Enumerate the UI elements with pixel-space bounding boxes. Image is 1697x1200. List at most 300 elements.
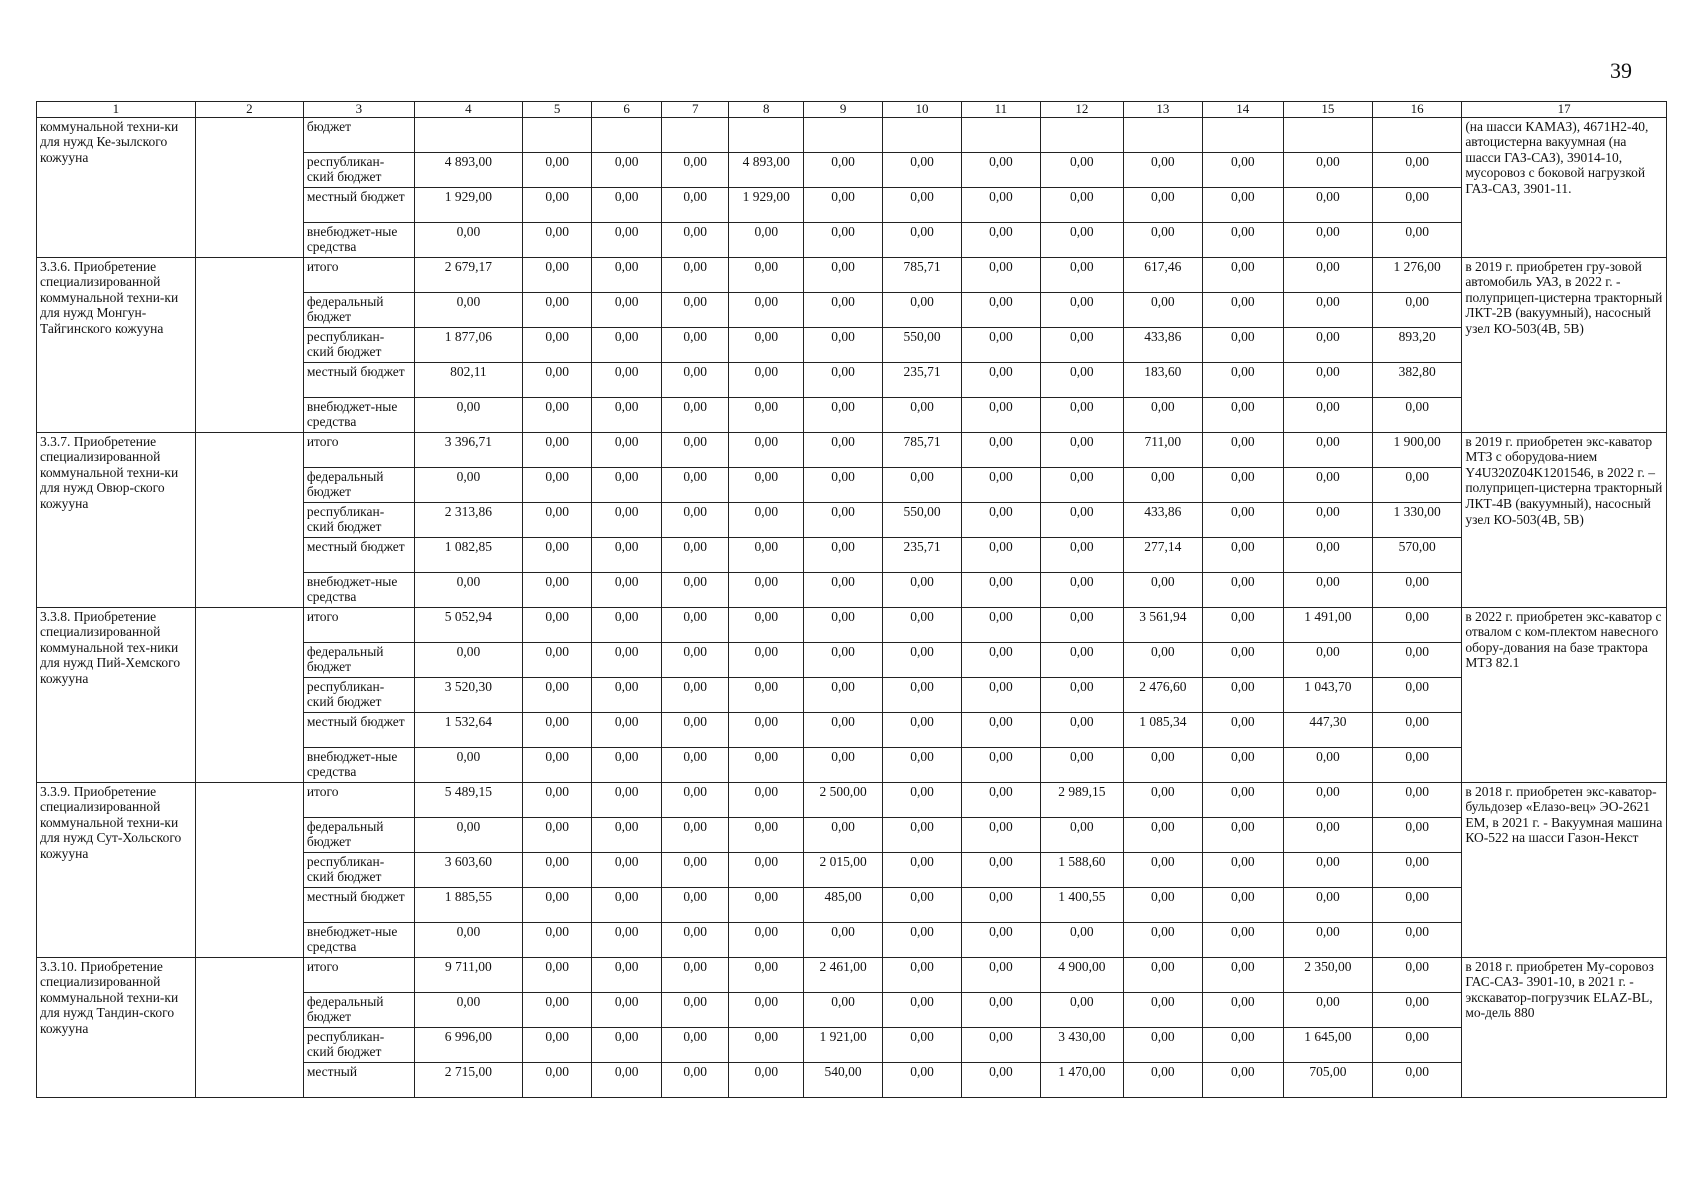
amount-cell: 0,00: [1040, 467, 1123, 502]
amount-cell: 0,00: [592, 1062, 662, 1097]
amount-cell: 0,00: [1040, 712, 1123, 747]
amount-cell: 0,00: [592, 292, 662, 327]
amount-cell: 0,00: [1283, 362, 1372, 397]
amount-cell: 0,00: [1283, 817, 1372, 852]
amount-cell: 0,00: [1202, 397, 1283, 432]
amount-cell: 0,00: [661, 432, 728, 467]
amount-cell: 0,00: [961, 502, 1040, 537]
amount-cell: 0,00: [729, 607, 804, 642]
note-cell: в 2019 г. приобретен экс-каватор МТЗ с оборудова-нием Y4U320Z04K1201546, в 2022 г. – полуприцеп-цистерна тракторный ЛКТ-4В (вакуумный), насосный узел КО-503(4В, 5В): [1462, 432, 1667, 607]
amount-cell: 0,00: [804, 467, 883, 502]
amount-cell: 1 043,70: [1283, 677, 1372, 712]
amount-cell: 0,00: [883, 397, 962, 432]
amount-cell: 0,00: [1123, 747, 1202, 782]
amount-cell: 0,00: [1373, 852, 1462, 887]
amount-cell: 0,00: [961, 957, 1040, 992]
note-cell: в 2019 г. приобретен гру-зовой автомобиль УАЗ, в 2022 г. - полуприцеп-цистерна тракторный ЛКТ-2В (вакуумный), насосный узел КО-503(4В, 5В): [1462, 257, 1667, 432]
amount-cell: 2 500,00: [804, 782, 883, 817]
amount-cell: 0,00: [414, 572, 522, 607]
amount-cell: 1 929,00: [729, 187, 804, 222]
amount-cell: 0,00: [1283, 502, 1372, 537]
amount-cell: 0,00: [1202, 677, 1283, 712]
amount-cell: 0,00: [961, 187, 1040, 222]
amount-cell: 0,00: [661, 572, 728, 607]
amount-cell: 0,00: [592, 257, 662, 292]
amount-cell: 0,00: [961, 1062, 1040, 1097]
amount-cell: 0,00: [592, 327, 662, 362]
amount-cell: 0,00: [592, 747, 662, 782]
funding-source-label: итого: [303, 607, 414, 642]
amount-cell: 0,00: [883, 852, 962, 887]
budget-table: [36, 101, 1667, 1098]
amount-cell: [961, 117, 1040, 152]
amount-cell: 0,00: [661, 502, 728, 537]
amount-cell: 0,00: [522, 642, 592, 677]
table-row: [37, 957, 1667, 992]
amount-cell: 0,00: [661, 607, 728, 642]
amount-cell: 0,00: [522, 467, 592, 502]
measure-name: 3.3.6. Приобретение специализированной коммунальной техни-ки для нужд Монгун-Тайгинского кожууна: [37, 257, 196, 432]
amount-cell: 0,00: [1283, 432, 1372, 467]
funding-source-label: республикан-ский бюджет: [303, 852, 414, 887]
amount-cell: 0,00: [661, 992, 728, 1027]
amount-cell: [1123, 117, 1202, 152]
amount-cell: 0,00: [1123, 852, 1202, 887]
amount-cell: 0,00: [1373, 817, 1462, 852]
amount-cell: 1 900,00: [1373, 432, 1462, 467]
amount-cell: 0,00: [1202, 292, 1283, 327]
amount-cell: 0,00: [804, 992, 883, 1027]
amount-cell: 0,00: [961, 642, 1040, 677]
column-number: 7: [661, 102, 728, 118]
amount-cell: 0,00: [1040, 817, 1123, 852]
column-number: 3: [303, 102, 414, 118]
amount-cell: 0,00: [661, 957, 728, 992]
amount-cell: 0,00: [522, 152, 592, 187]
amount-cell: 0,00: [661, 327, 728, 362]
amount-cell: 0,00: [883, 607, 962, 642]
amount-cell: 0,00: [1373, 1062, 1462, 1097]
amount-cell: 0,00: [1123, 817, 1202, 852]
amount-cell: 0,00: [592, 817, 662, 852]
amount-cell: 0,00: [729, 712, 804, 747]
measure-name: 3.3.9. Приобретение специализированной коммунальной техни-ки для нужд Сут-Хольского кожууна: [37, 782, 196, 957]
amount-cell: 550,00: [883, 327, 962, 362]
amount-cell: [1283, 117, 1372, 152]
amount-cell: 0,00: [1373, 677, 1462, 712]
amount-cell: 785,71: [883, 432, 962, 467]
amount-cell: 0,00: [961, 257, 1040, 292]
amount-cell: 0,00: [804, 432, 883, 467]
amount-cell: 0,00: [1202, 922, 1283, 957]
amount-cell: 0,00: [414, 747, 522, 782]
amount-cell: 0,00: [522, 257, 592, 292]
funding-source-label: бюджет: [303, 117, 414, 152]
amount-cell: 0,00: [729, 467, 804, 502]
amount-cell: 0,00: [522, 187, 592, 222]
amount-cell: 0,00: [1123, 782, 1202, 817]
amount-cell: 0,00: [1283, 887, 1372, 922]
amount-cell: 540,00: [804, 1062, 883, 1097]
amount-cell: 0,00: [1283, 187, 1372, 222]
funding-source-label: итого: [303, 432, 414, 467]
amount-cell: 0,00: [1202, 222, 1283, 257]
amount-cell: 0,00: [661, 222, 728, 257]
funding-source-label: республикан-ский бюджет: [303, 152, 414, 187]
amount-cell: 0,00: [883, 747, 962, 782]
amount-cell: 0,00: [883, 712, 962, 747]
amount-cell: 0,00: [804, 817, 883, 852]
amount-cell: 3 561,94: [1123, 607, 1202, 642]
amount-cell: 0,00: [729, 502, 804, 537]
amount-cell: 0,00: [804, 362, 883, 397]
amount-cell: 5 052,94: [414, 607, 522, 642]
amount-cell: 0,00: [961, 432, 1040, 467]
amount-cell: 0,00: [883, 782, 962, 817]
amount-cell: 0,00: [522, 747, 592, 782]
amount-cell: 0,00: [522, 817, 592, 852]
amount-cell: 4 893,00: [729, 152, 804, 187]
column-number: 13: [1123, 102, 1202, 118]
amount-cell: 0,00: [414, 397, 522, 432]
column-number: 12: [1040, 102, 1123, 118]
amount-cell: 1 276,00: [1373, 257, 1462, 292]
table-row: [37, 257, 1667, 292]
amount-cell: 0,00: [414, 992, 522, 1027]
amount-cell: 0,00: [1040, 397, 1123, 432]
amount-cell: 0,00: [961, 1027, 1040, 1062]
amount-cell: 0,00: [1040, 362, 1123, 397]
amount-cell: 1 470,00: [1040, 1062, 1123, 1097]
column-number-row: [37, 102, 1667, 118]
amount-cell: 0,00: [1202, 572, 1283, 607]
amount-cell: 0,00: [1123, 572, 1202, 607]
amount-cell: 0,00: [961, 572, 1040, 607]
amount-cell: 0,00: [414, 467, 522, 502]
amount-cell: 0,00: [1040, 152, 1123, 187]
note-cell: в 2018 г. приобретен Му-соровоз ГАС-САЗ- 3901-10, в 2021 г. - экскаватор-погрузчик ELAZ-BL, мо-дель 880: [1462, 957, 1667, 1097]
amount-cell: 0,00: [804, 607, 883, 642]
column-number: 6: [592, 102, 662, 118]
amount-cell: 0,00: [1040, 257, 1123, 292]
amount-cell: 0,00: [1202, 642, 1283, 677]
amount-cell: 0,00: [661, 782, 728, 817]
amount-cell: 0,00: [1202, 747, 1283, 782]
amount-cell: 0,00: [1202, 432, 1283, 467]
amount-cell: 0,00: [592, 887, 662, 922]
amount-cell: 0,00: [961, 292, 1040, 327]
amount-cell: 0,00: [1283, 152, 1372, 187]
amount-cell: 0,00: [522, 292, 592, 327]
amount-cell: 0,00: [804, 642, 883, 677]
amount-cell: 0,00: [1202, 187, 1283, 222]
amount-cell: 0,00: [729, 362, 804, 397]
funding-source-label: республикан-ский бюджет: [303, 502, 414, 537]
funding-source-label: итого: [303, 257, 414, 292]
amount-cell: 0,00: [729, 852, 804, 887]
amount-cell: 277,14: [1123, 537, 1202, 572]
funding-source-label: местный бюджет: [303, 887, 414, 922]
amount-cell: 0,00: [522, 677, 592, 712]
amount-cell: 4 900,00: [1040, 957, 1123, 992]
amount-cell: 6 996,00: [414, 1027, 522, 1062]
amount-cell: 235,71: [883, 537, 962, 572]
amount-cell: 0,00: [883, 817, 962, 852]
amount-cell: 0,00: [729, 1062, 804, 1097]
amount-cell: 0,00: [1283, 397, 1372, 432]
funding-source-label: федеральный бюджет: [303, 992, 414, 1027]
amount-cell: 0,00: [961, 782, 1040, 817]
amount-cell: 0,00: [661, 712, 728, 747]
amount-cell: 0,00: [661, 642, 728, 677]
amount-cell: 3 396,71: [414, 432, 522, 467]
funding-source-label: местный бюджет: [303, 362, 414, 397]
amount-cell: 0,00: [804, 572, 883, 607]
amount-cell: 0,00: [1040, 187, 1123, 222]
amount-cell: 0,00: [804, 292, 883, 327]
amount-cell: 0,00: [961, 152, 1040, 187]
column-number: 11: [961, 102, 1040, 118]
amount-cell: 0,00: [1202, 607, 1283, 642]
amount-cell: 0,00: [1040, 292, 1123, 327]
table-row: [37, 782, 1667, 817]
amount-cell: 0,00: [729, 887, 804, 922]
amount-cell: 0,00: [661, 537, 728, 572]
amount-cell: 0,00: [1283, 222, 1372, 257]
amount-cell: 1 588,60: [1040, 852, 1123, 887]
amount-cell: 9 711,00: [414, 957, 522, 992]
amount-cell: 0,00: [729, 327, 804, 362]
amount-cell: 0,00: [592, 187, 662, 222]
amount-cell: 0,00: [661, 747, 728, 782]
amount-cell: 0,00: [661, 152, 728, 187]
amount-cell: 0,00: [961, 222, 1040, 257]
amount-cell: 0,00: [414, 817, 522, 852]
amount-cell: 0,00: [661, 1062, 728, 1097]
amount-cell: 711,00: [1123, 432, 1202, 467]
amount-cell: 0,00: [1202, 852, 1283, 887]
amount-cell: 0,00: [961, 992, 1040, 1027]
amount-cell: 0,00: [961, 327, 1040, 362]
funding-source-label: внебюджет-ные средства: [303, 397, 414, 432]
amount-cell: 0,00: [729, 1027, 804, 1062]
amount-cell: 0,00: [522, 327, 592, 362]
amount-cell: 433,86: [1123, 502, 1202, 537]
amount-cell: 0,00: [804, 397, 883, 432]
page-number: 39: [1610, 58, 1632, 83]
amount-cell: 0,00: [592, 502, 662, 537]
amount-cell: 0,00: [522, 957, 592, 992]
amount-cell: 1 082,85: [414, 537, 522, 572]
amount-cell: 0,00: [522, 607, 592, 642]
amount-cell: 0,00: [1202, 327, 1283, 362]
funding-source-label: местный: [303, 1062, 414, 1097]
amount-cell: 0,00: [522, 1062, 592, 1097]
amount-cell: 0,00: [661, 887, 728, 922]
amount-cell: 4 893,00: [414, 152, 522, 187]
amount-cell: 2 350,00: [1283, 957, 1372, 992]
amount-cell: 893,20: [1373, 327, 1462, 362]
amount-cell: 0,00: [1283, 572, 1372, 607]
amount-cell: 0,00: [661, 1027, 728, 1062]
amount-cell: 3 603,60: [414, 852, 522, 887]
amount-cell: 0,00: [883, 642, 962, 677]
amount-cell: [1373, 117, 1462, 152]
table-row: [37, 117, 1667, 152]
amount-cell: [522, 117, 592, 152]
amount-cell: 0,00: [1040, 747, 1123, 782]
amount-cell: 1 330,00: [1373, 502, 1462, 537]
column-number: 8: [729, 102, 804, 118]
amount-cell: 0,00: [1123, 152, 1202, 187]
amount-cell: 0,00: [729, 992, 804, 1027]
amount-cell: 0,00: [1202, 957, 1283, 992]
amount-cell: 0,00: [592, 642, 662, 677]
amount-cell: 0,00: [661, 852, 728, 887]
amount-cell: 0,00: [1202, 992, 1283, 1027]
amount-cell: 0,00: [1123, 642, 1202, 677]
amount-cell: 0,00: [729, 817, 804, 852]
amount-cell: 0,00: [1202, 537, 1283, 572]
amount-cell: 0,00: [414, 642, 522, 677]
amount-cell: 0,00: [592, 467, 662, 502]
amount-cell: 0,00: [1123, 222, 1202, 257]
amount-cell: [1040, 117, 1123, 152]
amount-cell: 0,00: [1040, 922, 1123, 957]
amount-cell: 0,00: [1040, 327, 1123, 362]
amount-cell: 1 921,00: [804, 1027, 883, 1062]
amount-cell: 0,00: [1373, 747, 1462, 782]
amount-cell: 570,00: [1373, 537, 1462, 572]
amount-cell: 0,00: [522, 572, 592, 607]
amount-cell: 0,00: [1040, 572, 1123, 607]
funding-source-label: внебюджет-ные средства: [303, 222, 414, 257]
amount-cell: 3 430,00: [1040, 1027, 1123, 1062]
amount-cell: 0,00: [729, 922, 804, 957]
amount-cell: 0,00: [1202, 712, 1283, 747]
amount-cell: 0,00: [961, 537, 1040, 572]
amount-cell: 2 313,86: [414, 502, 522, 537]
executor-cell: [195, 117, 303, 257]
amount-cell: 0,00: [1040, 537, 1123, 572]
amount-cell: 0,00: [1202, 502, 1283, 537]
amount-cell: 0,00: [883, 992, 962, 1027]
amount-cell: 0,00: [1123, 1062, 1202, 1097]
amount-cell: 2 015,00: [804, 852, 883, 887]
column-number: 9: [804, 102, 883, 118]
amount-cell: 0,00: [1283, 467, 1372, 502]
amount-cell: [592, 117, 662, 152]
amount-cell: 0,00: [729, 642, 804, 677]
amount-cell: 1 885,55: [414, 887, 522, 922]
amount-cell: 0,00: [1373, 782, 1462, 817]
column-number: 5: [522, 102, 592, 118]
amount-cell: 0,00: [729, 432, 804, 467]
amount-cell: 0,00: [1202, 782, 1283, 817]
amount-cell: 0,00: [592, 922, 662, 957]
column-number: 10: [883, 102, 962, 118]
amount-cell: 0,00: [1202, 1027, 1283, 1062]
amount-cell: 0,00: [1202, 887, 1283, 922]
amount-cell: 0,00: [661, 257, 728, 292]
amount-cell: 0,00: [522, 852, 592, 887]
amount-cell: 2 461,00: [804, 957, 883, 992]
amount-cell: 705,00: [1283, 1062, 1372, 1097]
table-row: [37, 432, 1667, 467]
funding-source-label: федеральный бюджет: [303, 292, 414, 327]
amount-cell: 0,00: [1202, 152, 1283, 187]
amount-cell: 785,71: [883, 257, 962, 292]
column-number: 2: [195, 102, 303, 118]
column-number: 4: [414, 102, 522, 118]
amount-cell: 0,00: [883, 887, 962, 922]
amount-cell: 0,00: [1202, 257, 1283, 292]
amount-cell: 0,00: [522, 362, 592, 397]
amount-cell: 0,00: [1040, 992, 1123, 1027]
amount-cell: 0,00: [729, 747, 804, 782]
amount-cell: 0,00: [961, 677, 1040, 712]
amount-cell: 0,00: [729, 677, 804, 712]
amount-cell: 433,86: [1123, 327, 1202, 362]
amount-cell: 0,00: [804, 677, 883, 712]
amount-cell: 0,00: [414, 222, 522, 257]
amount-cell: 0,00: [1283, 922, 1372, 957]
amount-cell: 0,00: [522, 1027, 592, 1062]
amount-cell: 0,00: [522, 922, 592, 957]
note-cell: в 2018 г. приобретен экс-каватор-бульдозер «Елазо-вец» ЭО-2621 ЕМ, в 2021 г. - Вакуумная машина КО-522 на шасси Газон-Некст: [1462, 782, 1667, 957]
funding-source-label: республикан-ский бюджет: [303, 1027, 414, 1062]
amount-cell: 0,00: [1040, 502, 1123, 537]
funding-source-label: федеральный бюджет: [303, 467, 414, 502]
amount-cell: 0,00: [1283, 292, 1372, 327]
amount-cell: 0,00: [522, 397, 592, 432]
amount-cell: 2 476,60: [1123, 677, 1202, 712]
measure-name: 3.3.7. Приобретение специализированной коммунальной техни-ки для нужд Овюр-ского кожууна: [37, 432, 196, 607]
amount-cell: 0,00: [1202, 1062, 1283, 1097]
amount-cell: 1 085,34: [1123, 712, 1202, 747]
amount-cell: 0,00: [592, 607, 662, 642]
amount-cell: 617,46: [1123, 257, 1202, 292]
amount-cell: 0,00: [1373, 642, 1462, 677]
amount-cell: 0,00: [1373, 152, 1462, 187]
amount-cell: 1 532,64: [414, 712, 522, 747]
amount-cell: [1202, 117, 1283, 152]
amount-cell: 0,00: [1373, 992, 1462, 1027]
column-number: 17: [1462, 102, 1667, 118]
amount-cell: 0,00: [883, 1027, 962, 1062]
amount-cell: 0,00: [414, 292, 522, 327]
amount-cell: 0,00: [883, 1062, 962, 1097]
note-cell: в 2022 г. приобретен экс-каватор с отвалом с ком-плектом навесного обору-дования на базе трактора МТЗ 82.1: [1462, 607, 1667, 782]
executor-cell: [195, 782, 303, 957]
amount-cell: 0,00: [522, 502, 592, 537]
amount-cell: 0,00: [522, 992, 592, 1027]
amount-cell: 0,00: [414, 922, 522, 957]
column-number: 15: [1283, 102, 1372, 118]
amount-cell: 0,00: [883, 467, 962, 502]
amount-cell: 0,00: [592, 152, 662, 187]
executor-cell: [195, 432, 303, 607]
amount-cell: 0,00: [729, 257, 804, 292]
amount-cell: 0,00: [1202, 817, 1283, 852]
amount-cell: 0,00: [729, 957, 804, 992]
amount-cell: 0,00: [729, 572, 804, 607]
amount-cell: 0,00: [661, 817, 728, 852]
amount-cell: 0,00: [804, 502, 883, 537]
funding-source-label: федеральный бюджет: [303, 642, 414, 677]
amount-cell: 0,00: [804, 257, 883, 292]
amount-cell: 802,11: [414, 362, 522, 397]
